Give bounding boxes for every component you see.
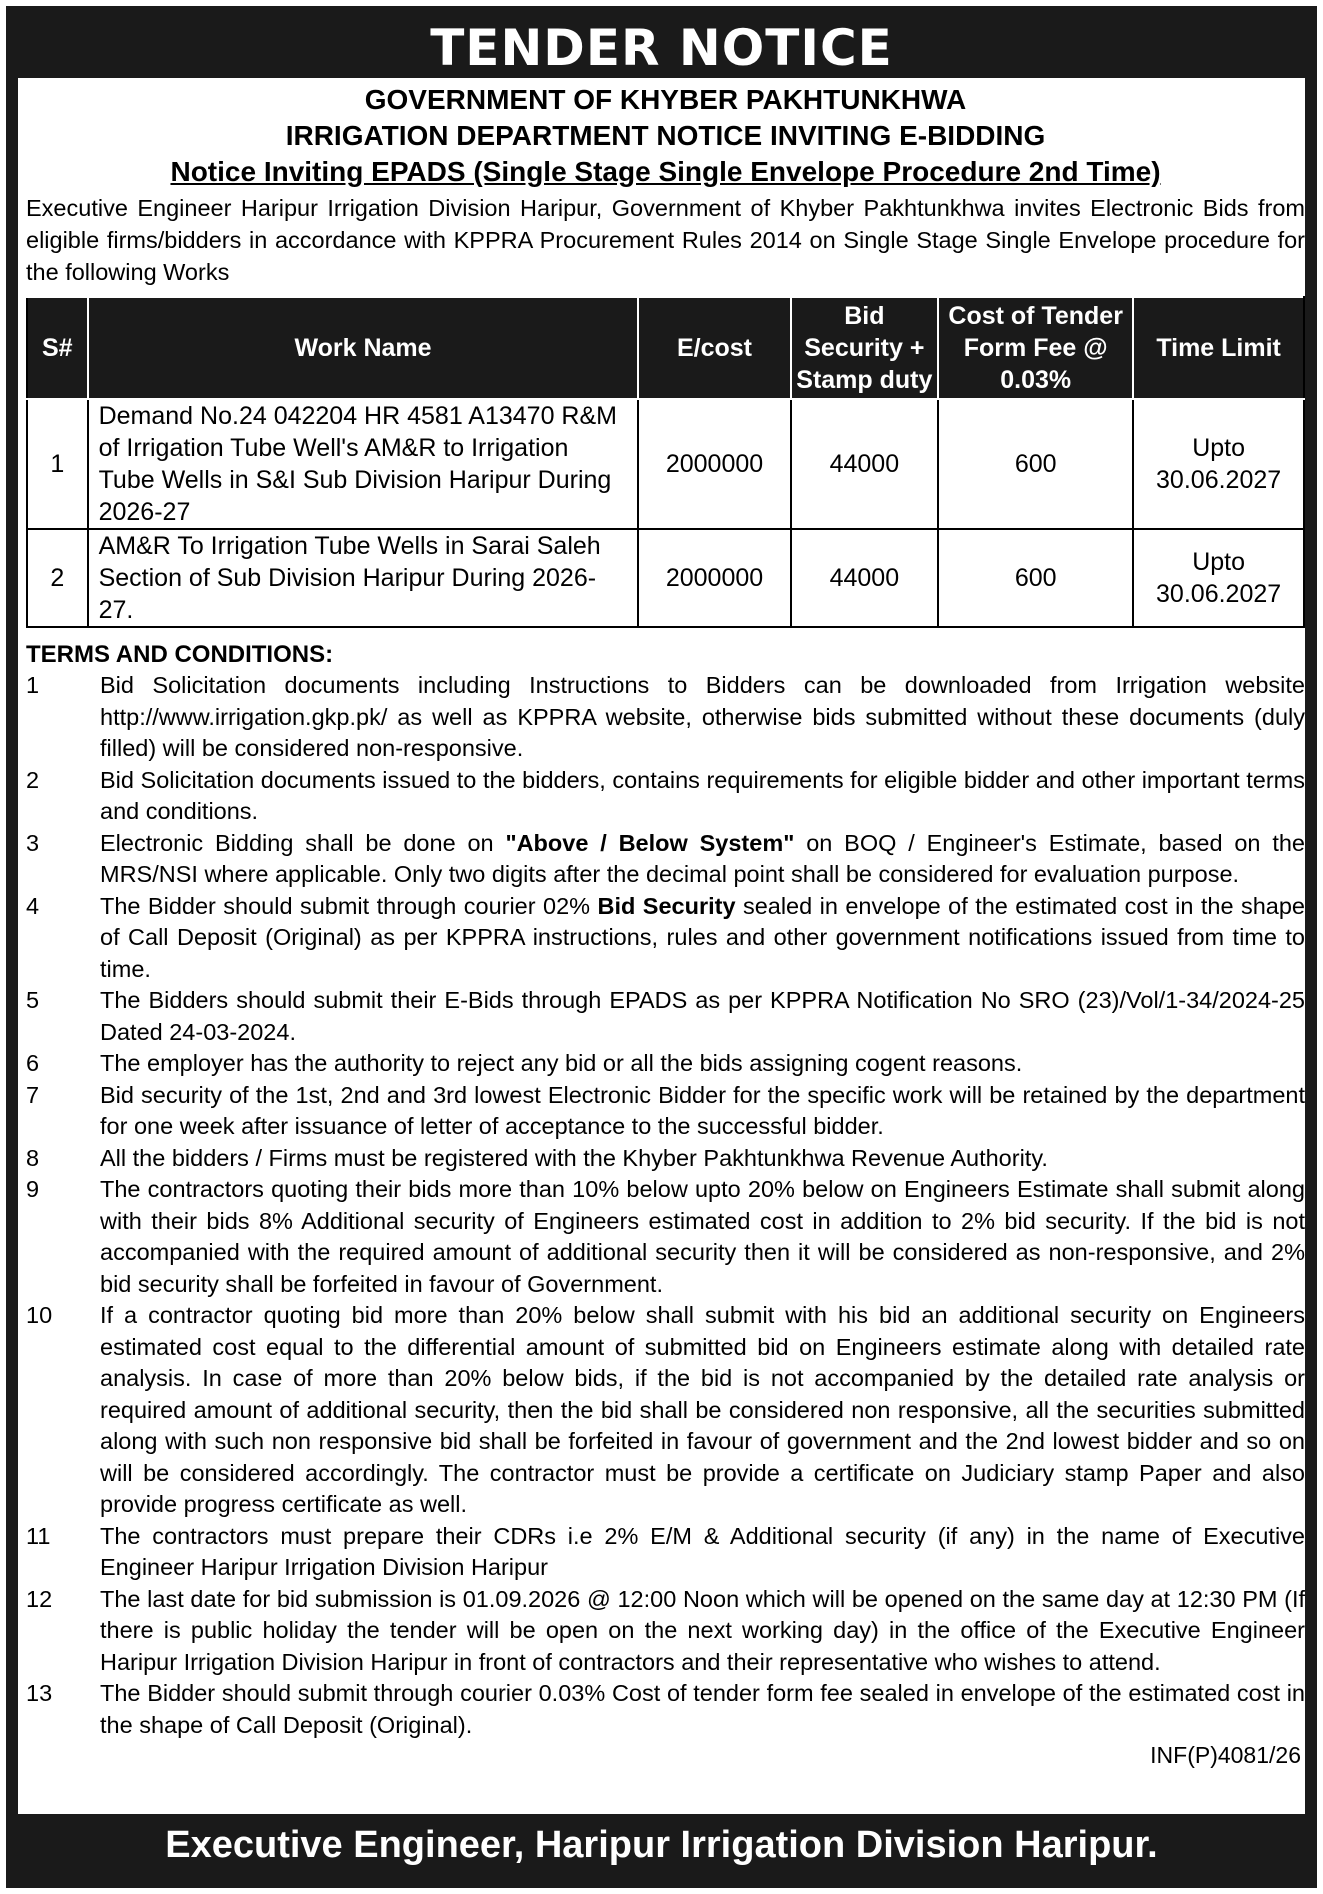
term-number: 3 — [26, 829, 40, 856]
cell-time-limit: Upto 30.06.2027 — [1133, 399, 1304, 529]
term-text: The contractors must prepare their CDRs i.e 2% E/M & Additional security (if any) in the name of Executive Engineer Haripur Irrigation Division Haripur — [100, 1522, 1305, 1580]
term-number: 10 — [26, 1302, 53, 1328]
term-number: 7 — [26, 1081, 40, 1108]
term-item — [26, 1521, 1305, 1584]
term-number: 8 — [26, 1144, 40, 1171]
term-number: 2 — [26, 766, 40, 793]
header-tender-fee: Cost of Tender Form Fee @ 0.03% — [938, 297, 1133, 399]
term-item — [26, 828, 1305, 891]
term-text: The Bidders should submit their E-Bids through EPADS as per KPPRA Notification No SRO (23)/Vol/1-34/2024-25 Dated 24-03-2024. — [100, 987, 1305, 1045]
term-item — [26, 1174, 1305, 1300]
term-item — [26, 891, 1305, 986]
reference-number: INF(P)4081/26 — [1150, 1742, 1301, 1768]
term-text: The Bidder should submit through courier 0.03% Cost of tender form fee sealed in envelope of the estimated cost in the shape of Call Deposit (Original). — [100, 1680, 1305, 1738]
term-text: Bid Solicitation documents issued to the bidders, contains requirements for eligible bidder and other important terms and conditions. — [100, 766, 1305, 824]
term-number: 12 — [26, 1585, 53, 1612]
cell-bid-security: 44000 — [791, 529, 939, 627]
notice-content — [26, 82, 1305, 1769]
term-text: If a contractor quoting bid more than 20% below shall submit with his bid an additional security on Engineers estimated cost equal to the differential amount of submitted bid on Engineers estimate along with detailed rate analysis. In case of more than 20% below bids, if the bid is not accompanied by the detailed rate analysis or required amount of additional security, then the bid shall be considered non responsive, all the securities submitted along with such non responsive bid shall be forfeited in favour of government and the 2nd lowest bidder and so on will be considered accordingly. The contractor must be provide a certificate on Judiciary stamp Paper and also provide progress certificate as well. — [100, 1302, 1305, 1517]
cell-sno: 1 — [27, 399, 88, 529]
term-item — [26, 1048, 1305, 1080]
term-number: 1 — [26, 672, 40, 698]
header-bid-security: Bid Security + Stamp duty — [791, 297, 939, 399]
notice-frame — [6, 6, 1317, 1888]
cell-ecost: 2000000 — [638, 529, 790, 627]
term-item — [26, 1143, 1305, 1175]
header-ecost: E/cost — [638, 297, 790, 399]
header-sno: S# — [27, 297, 88, 399]
term-number: 5 — [26, 987, 40, 1013]
term-text-start: Electronic Bidding shall be done on — [100, 829, 506, 856]
table-row — [27, 399, 1304, 529]
term-number: 13 — [26, 1680, 53, 1706]
table-row — [27, 529, 1304, 627]
header-time-limit: Time Limit — [1133, 297, 1304, 399]
term-text: The employer has the authority to reject any bid or all the bids assigning cogent reasons. — [100, 1050, 1023, 1076]
term-number: 4 — [26, 892, 40, 919]
footer-signatory: Executive Engineer, Haripur Irrigation Division Haripur. — [18, 1814, 1305, 1876]
cell-bid-security: 44000 — [791, 399, 939, 529]
cell-work-name: Demand No.24 042204 HR 4581 A13470 R&M of Irrigation Tube Well's AM&R to Irrigation Tube Wells in S&I Sub Division Haripur During 2026-27 — [88, 399, 639, 529]
header-department: IRRIGATION DEPARTMENT NOTICE INVITING E-BIDDING — [285, 120, 1046, 151]
cell-sno: 2 — [27, 529, 88, 627]
term-item — [26, 985, 1305, 1048]
term-item — [26, 1584, 1305, 1679]
cell-time-limit: Upto 30.06.2027 — [1133, 529, 1304, 627]
term-text-end: on BOQ / Engineer's Estimate, based on the MRS/NSI where applicable. Only two digits after the decimal point shall be considered for evaluation purpose. — [100, 829, 1305, 887]
term-item — [26, 1678, 1305, 1741]
cell-ecost: 2000000 — [638, 399, 790, 529]
term-item — [26, 1080, 1305, 1143]
term-text: Bid security of the 1st, 2nd and 3rd lowest Electronic Bidder for the specific work will be retained by the department for one week after issuance of letter of acceptance to the successful bidder. — [100, 1081, 1305, 1139]
term-text-bold: Bid Security — [597, 892, 736, 919]
term-number: 9 — [26, 1176, 40, 1202]
term-text: The last date for bid submission is 01.09.2026 @ 12:00 Noon which will be opened on the same day at 12:30 PM (If there is public holiday the tender will be open on the next working day) in the office of the Executive Engineer Haripur Irrigation Division Haripur in front of contractors and their representative who wishes to attend. — [100, 1585, 1305, 1675]
cell-work-name: AM&R To Irrigation Tube Wells in Sarai Saleh Section of Sub Division Haripur During 2026-27. — [88, 529, 639, 627]
term-number: 6 — [26, 1050, 40, 1076]
term-text: Bid Solicitation documents including Instructions to Bidders can be downloaded from Irrigation website http://www.irrigation.gkp.pk/ as well as KPPRA website, otherwise bids submitted without these documents (duly filled) will be considered non-responsive. — [100, 672, 1305, 761]
intro-paragraph: Executive Engineer Haripur Irrigation Division Haripur, Government of Khyber Pakhtunkhwa invites Electronic Bids from eligible firms/bidders in accordance with KPPRA Procurement Rules 2014 on Single Stage Single Envelope procedure for the following Works — [26, 195, 1305, 285]
notice-title: TENDER NOTICE — [18, 18, 1305, 78]
term-item — [26, 670, 1305, 765]
term-text: The contractors quoting their bids more than 10% below upto 20% below on Engineers Estimate shall submit along with their bids 8% Additional security of Engineers estimated cost in addition to 2% bid security. If the bid is not accompanied with the required amount of additional security then it will be considered as non-responsive, and 2% bid security shall be forfeited in favour of Government. — [100, 1176, 1305, 1297]
term-item — [26, 765, 1305, 828]
term-text-start: The Bidder should submit through courier 02% — [100, 892, 598, 919]
term-text-end: sealed in envelope of the estimated cost in the shape of Call Deposit (Original) as per KPPRA instructions, rules and other government notifications issued from time to time. — [100, 892, 1305, 982]
header-procedure: Notice Inviting EPADS (Single Stage Single Envelope Procedure 2nd Time) — [170, 156, 1161, 187]
works-table — [26, 296, 1305, 628]
term-item — [26, 1300, 1305, 1521]
term-text-bold: "Above / Below System" — [505, 829, 795, 856]
table-header-row — [27, 297, 1304, 399]
term-number: 11 — [26, 1522, 51, 1549]
header-work-name: Work Name — [88, 297, 639, 399]
cell-tender-fee: 600 — [938, 529, 1133, 627]
cell-tender-fee: 600 — [938, 399, 1133, 529]
term-text: All the bidders / Firms must be registered with the Khyber Pakhtunkhwa Revenue Authority. — [100, 1144, 1048, 1171]
terms-heading: TERMS AND CONDITIONS: — [26, 641, 334, 668]
header-government: GOVERNMENT OF KHYBER PAKHTUNKHWA — [364, 84, 967, 115]
